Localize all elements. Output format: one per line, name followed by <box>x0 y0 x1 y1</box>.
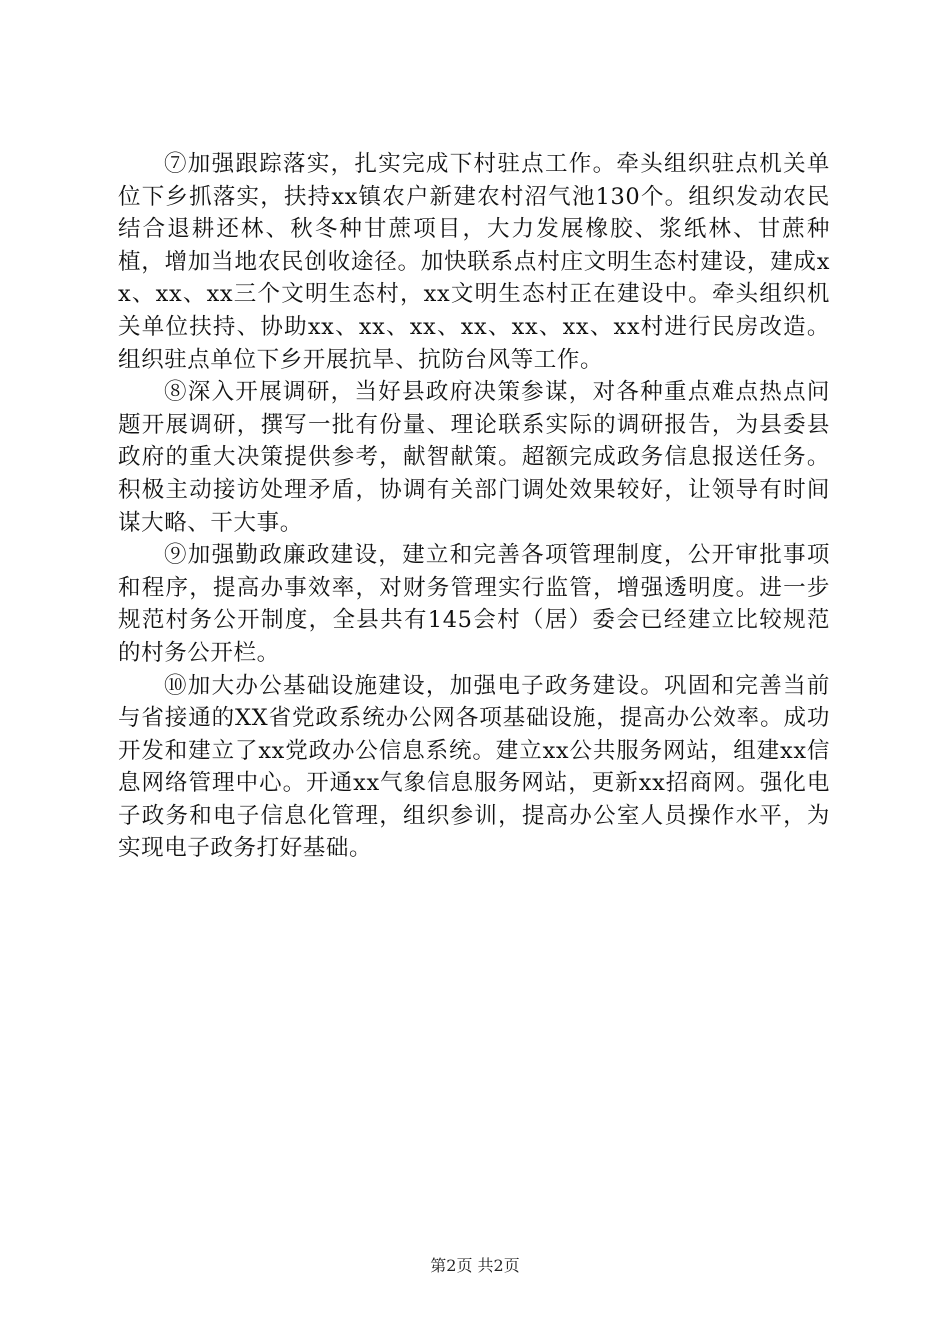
page-number-footer: 第2页 共2页 <box>430 1256 520 1275</box>
paragraph-item-8: ⑧深入开展调研，当好县政府决策参谋，对各种重点难点热点问题开展调研，撰写一批有份量、理论联系实际的调研报告，为县委县政府的重大决策提供参考，献智献策。超额完成政务信息报送任务。积极主动接访处理矛盾，协调有关部门调处效果较好，让领导有时间谋大略、干大事。 <box>118 379 830 536</box>
paragraph-item-10: ⑩加大办公基础设施建设，加强电子政务建设。巩固和完善当前与省接通的XX省党政系统办公网各项基础设施，提高办公效率。成功开发和建立了xx党政办公信息系统。建立xx公共服务网站，组建xx信息网络管理中心。开通xx气象信息服务网站，更新xx招商网。强化电子政务和电子信息化管理，组织参训，提高办公室人员操作水平，为实现电子政务打好基础。 <box>118 672 830 862</box>
paragraph-item-7: ⑦加强跟踪落实，扎实完成下村驻点工作。牵头组织驻点机关单位下乡抓落实，扶持xx镇农户新建农村沼气池130个。组织发动农民结合退耕还林、秋冬种甘蔗项目，大力发展橡胶、浆纸林、甘蔗种植，增加当地农民创收途径。加快联系点村庄文明生态村建设，建成xx、xx、xx三个文明生态村，xx文明生态村正在建设中。牵头组织机关单位扶持、协助xx、xx、xx、xx、xx、xx、xx村进行民房改造。组织驻点单位下乡开展抗旱、抗防台风等工作。 <box>118 151 830 373</box>
document-body <box>118 148 830 865</box>
paragraph-item-9: ⑨加强勤政廉政建设，建立和完善各项管理制度，公开审批事项和程序，提高办事效率，对财务管理实行监管，增强透明度。进一步规范村务公开制度，全县共有145会村（居）委会已经建立比较规范的村务公开栏。 <box>118 542 830 666</box>
